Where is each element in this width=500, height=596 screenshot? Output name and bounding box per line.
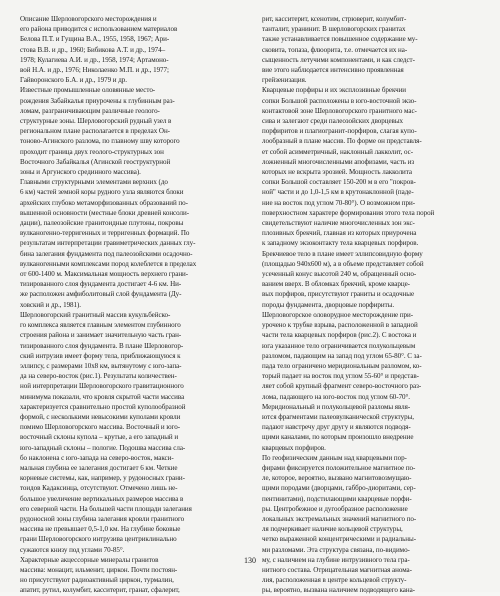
text-line: ет собой асимметричный, наклонный лакколит, ос- (262, 147, 414, 156)
text-line: породы фундамента, дворцовые порфириты. (262, 300, 395, 309)
text-line: сопки Большой расположены в юго-восточной экзо- (262, 96, 417, 105)
text-line: тоидов Кадаксинца, отсутствуют. Отмечено лишь не- (20, 484, 178, 493)
text-line: части тела кварцевых порфиров (рис.2). С востока и (262, 331, 417, 340)
text-line: вие этого наблюдается интенсивно проявленная (262, 66, 404, 75)
text-line: да на северо-восток (рис.1). Результаты количествен- (20, 372, 177, 381)
text-line: щими породами (дворцами, габбро-диоритами, сер- (262, 484, 416, 493)
text-line: бо наклонена с юго-запада на северо-восток, макси- (20, 453, 174, 462)
page-number: 130 (244, 556, 256, 565)
text-line: вулканогенно-терригенных и терригенных формаций. По (20, 229, 190, 238)
text-line: свидетельствуют наличие многочисленных зон экс- (262, 219, 415, 228)
text-line: же расположен амфиболитовый слой фундамента (Ду- (20, 290, 182, 299)
text-line: лообразный в плане массив. По форме он представля- (262, 137, 422, 146)
text-line: восточный склоны купола – крутые, а его западный и (20, 433, 179, 442)
text-line: Гайворонского Б.А. и др., 1979 и др. (20, 76, 127, 85)
text-line: поверхностном характере формирования этого тела порой (262, 208, 435, 217)
text-line: Известные промышленные оловянные место- (20, 86, 156, 95)
text-line: вулканогенными комплексами пород колеблется в пределах (20, 259, 197, 268)
text-line: лия, расположенная в центре кольцевой структу- (262, 576, 407, 585)
left-column (20, 14, 246, 596)
text-line: юго-западный склоны – пологие. Подошва массива сла- (20, 443, 186, 452)
text-line: лома, падающего на юго-восток под углом 60-70°. (262, 392, 411, 401)
text-line: Меридиональный и полукольцевой разломы явля- (262, 402, 411, 411)
text-line: региональном плане располагается в пределах Он- (20, 127, 170, 136)
text-line: Белова П.Т. и Гущина В.А., 1955, 1958, 1967; Ари- (20, 35, 170, 44)
text-line: ние на восток под углом 70-80°). О возможном при- (262, 198, 416, 207)
text-line: массива: монацит, ильменит, циркон. Почти постоян- (20, 565, 178, 574)
text-line: 6 км) частей земной коры рудного узла являются блоки (20, 188, 184, 197)
text-line: сковита, топаза, флюорита, т.е. отмечается их на- (262, 45, 408, 54)
text-line: юга указанное тело ограничивается полукольцевым (262, 341, 416, 350)
text-line: ложненный многочисленными апофизами, часть из (262, 157, 415, 166)
text-line: вых порфиров, присутствуют граниты и осадочные (262, 290, 415, 299)
text-line: от 600-1400 м. Максимальная мощность верхнего грани- (20, 270, 189, 279)
text-line: вой Н.А. и др., 1976; Николаенко М.П. и др., 1977; (20, 66, 169, 75)
text-line: сопки Большой составляет 150-200 м в его "покров- (262, 178, 416, 187)
text-line: 1978; Кулагиева А.И. и др., 1958, 1974; Артамоно- (20, 55, 169, 64)
text-line: му, с наличием на глубине интрузивного тела гра- (262, 555, 410, 564)
text-line: грейзенизация. (262, 76, 307, 85)
text-line: стова В.В. и др., 1960; Бибикова А.Т. и др., 1974– (20, 45, 166, 54)
text-line: ховский и др., 1981). (20, 300, 81, 309)
text-line: ми разломами. Эта структура связана, по-видимо- (262, 545, 410, 554)
text-line: эллипсу, с размерами 10х8 км, вытянутому с юго-запа- (20, 361, 182, 370)
text-line: торый падает на восток под углом 55-60° и представ- (262, 372, 419, 381)
text-line: танталит, уранинит. В шерловогорских гранитах (262, 25, 406, 34)
text-line: (площадью 940х600 м), а в объеме представляет собой (262, 259, 424, 268)
text-line: ются фрагментами палеовулканической структуры, (262, 412, 414, 421)
text-line: ля подчеркивает наличие кольцевой структуры, (262, 525, 403, 534)
text-line: четко выраженной концентрическими и радиальны- (262, 535, 416, 544)
text-line: рит, касситерит, ксенотим, стрюверит, колумбит- (262, 15, 407, 23)
text-line: го комплекса является главным элементом глубинного (20, 321, 181, 330)
text-line: вышенной основности (местные блоки древней консоли- (20, 208, 189, 217)
text-line: ляет собой крупный фрагмент северо-восточного раз- (262, 382, 422, 391)
text-line: ры. Центробежное и дугообразное расположение (262, 504, 408, 513)
text-line: дации), палеозойские гранитоидные плутоны, покровы (20, 219, 184, 228)
text-line: его района приводится с использованием материалов (20, 25, 178, 34)
text-line: массива не превышает 0,5-1,0 км. На глубине боковые (20, 525, 181, 534)
text-line: тизированного слоя фундамента. В плане Шерловогор- (20, 341, 184, 350)
text-line: ский интрузив имеет форму тела, приближающуюся к (20, 351, 181, 360)
text-line: кварцевых порфиров. (262, 443, 326, 452)
text-line: пада тело ограничено меридиональным разломом, ко- (262, 361, 422, 370)
text-line: ной" части и до 1,0-1,5 км в крутонаклонной (паде- (262, 188, 414, 197)
text-line: Описание Шерловогорского месторождения и (20, 15, 157, 23)
text-line: ры, вероятно, вызвана наличием подводящего кана- (262, 586, 415, 595)
text-line: ле, которое, вероятно, вызвано магнитовозмущаю- (262, 474, 412, 483)
text-line: ванием вверх. В обломках брекчий, кроме кварце- (262, 280, 410, 289)
text-line: Характерные акцессорные минералы гранитов (20, 555, 159, 564)
text-line: грани Шерловогорского интрузива центриклинально (20, 535, 177, 544)
text-line: усеченный конус высотой 240 м, обращенный осно- (262, 270, 417, 279)
text-line: плозивных брекчий, главная из которых приурочена (262, 229, 417, 238)
text-line: Шерловогорский гранитный массив кукульбейско- (20, 310, 171, 319)
text-line: рождения Забайкалья приурочены к глубинным раз- (20, 96, 175, 105)
text-line: бина залегания фундамента под палеозойскими осадочно- (20, 249, 193, 258)
text-line: помимо Шерловогорского массива. Восточный и юго- (20, 423, 180, 432)
text-line: большое увеличение вертикальных размеров массива в (20, 494, 184, 503)
text-line: урочено к трубке взрыва, расположенной в западной (262, 321, 418, 330)
text-line: ломам, разграничивающим различные геолого- (20, 106, 160, 115)
text-line: мальная глубина ее залегания достигает 6 км. Четкие (20, 463, 178, 472)
text-line: тоново-Агинского разлома, по главному шву которого (20, 137, 180, 146)
text-line: строения района и занимает значительную часть гран- (20, 331, 182, 340)
text-line: локальных экстремальных значений магнитного по- (262, 514, 417, 523)
text-line: нитного состава. Отрицательная магнитная анома- (262, 565, 412, 574)
text-line: сыщенность летучими компонентами, и как следст- (262, 55, 415, 64)
text-line: По геофизическим данным над кварцевыми пор- (262, 453, 407, 462)
text-line: падают навстречу друг другу и являются подводя- (262, 423, 411, 432)
text-line: пентинитами), подстилающими кварцевые порфи- (262, 494, 412, 503)
text-line: результатам интерпретации гравиметрических данных глу- (20, 239, 196, 248)
text-line: корневые системы, как, например, у рудоносных грани- (20, 474, 185, 483)
text-line: сужаются книзу под углами 70-85°. (20, 545, 125, 554)
text-line: тизированного слоя фундамента достигает 4-6 км. Ни- (20, 280, 182, 289)
text-line: также устанавливается повышенное содержание му- (262, 35, 418, 44)
text-line: порфиритов и плагиогранит-порфиров, слагая купо- (262, 127, 417, 136)
text-line: проходит граница двух геолого-структурных зон (20, 147, 164, 156)
text-line: характеризуется сравнительно простой куполообразной (20, 402, 186, 411)
text-line: Брекчиевое тело в плане имеет эллипсовидную форму (262, 249, 423, 258)
text-line: рудоносной зоны глубина залегания кровли гранитного (20, 514, 185, 523)
text-line: сива и залегают среди палеозойских дворцевых (262, 117, 403, 126)
text-line: фирами фиксируется положительное магнитное по- (262, 463, 416, 472)
text-line: которых не вскрыта эрозией. Мощность лакколита (262, 168, 412, 177)
text-line: его северной части. На большей части площади залегания (20, 504, 192, 513)
text-line: минимума показали, что кровля скрытой части массива (20, 392, 185, 401)
text-line: архейских глубоко метаморфизованных образований по- (20, 198, 188, 207)
text-line: зоны и Аргунского срединного массива). (20, 168, 141, 177)
text-line: к западному экзоконтакту тела кварцевых порфиров. (262, 239, 419, 248)
text-line: Восточного Забайкалья (Агинской геоструктурной (20, 157, 171, 166)
text-line: Шерловогорское оловорудное месторождение при- (262, 310, 414, 319)
text-line: разломом, падающим на запад под углом 65-80°. С за- (262, 351, 422, 360)
text-line: структурные зоны. Шерловогорский рудный узел в (20, 117, 172, 126)
text-line: но присутствуют радиоактивный циркон, турмалин, (20, 576, 174, 585)
text-line: апатит, рутил, колумбит, касситерит, гранат, сфалерит, (20, 586, 180, 595)
text-line: щими каналами, по которым произошло внедрение (262, 433, 414, 442)
text-line: Кварцевые порфиры и их эксплозивные брекчии (262, 86, 407, 95)
text-line: Главными структурными элементами верхних (до (20, 178, 168, 187)
right-column (262, 14, 488, 596)
text-line: формой, с несколькими невысокими куполами кровли (20, 412, 181, 421)
text-line: контактовой зоне Шерловогорского гранитного мас- (262, 106, 417, 115)
text-line: ной интерпретации Шерловогорского гравитационного (20, 382, 184, 391)
